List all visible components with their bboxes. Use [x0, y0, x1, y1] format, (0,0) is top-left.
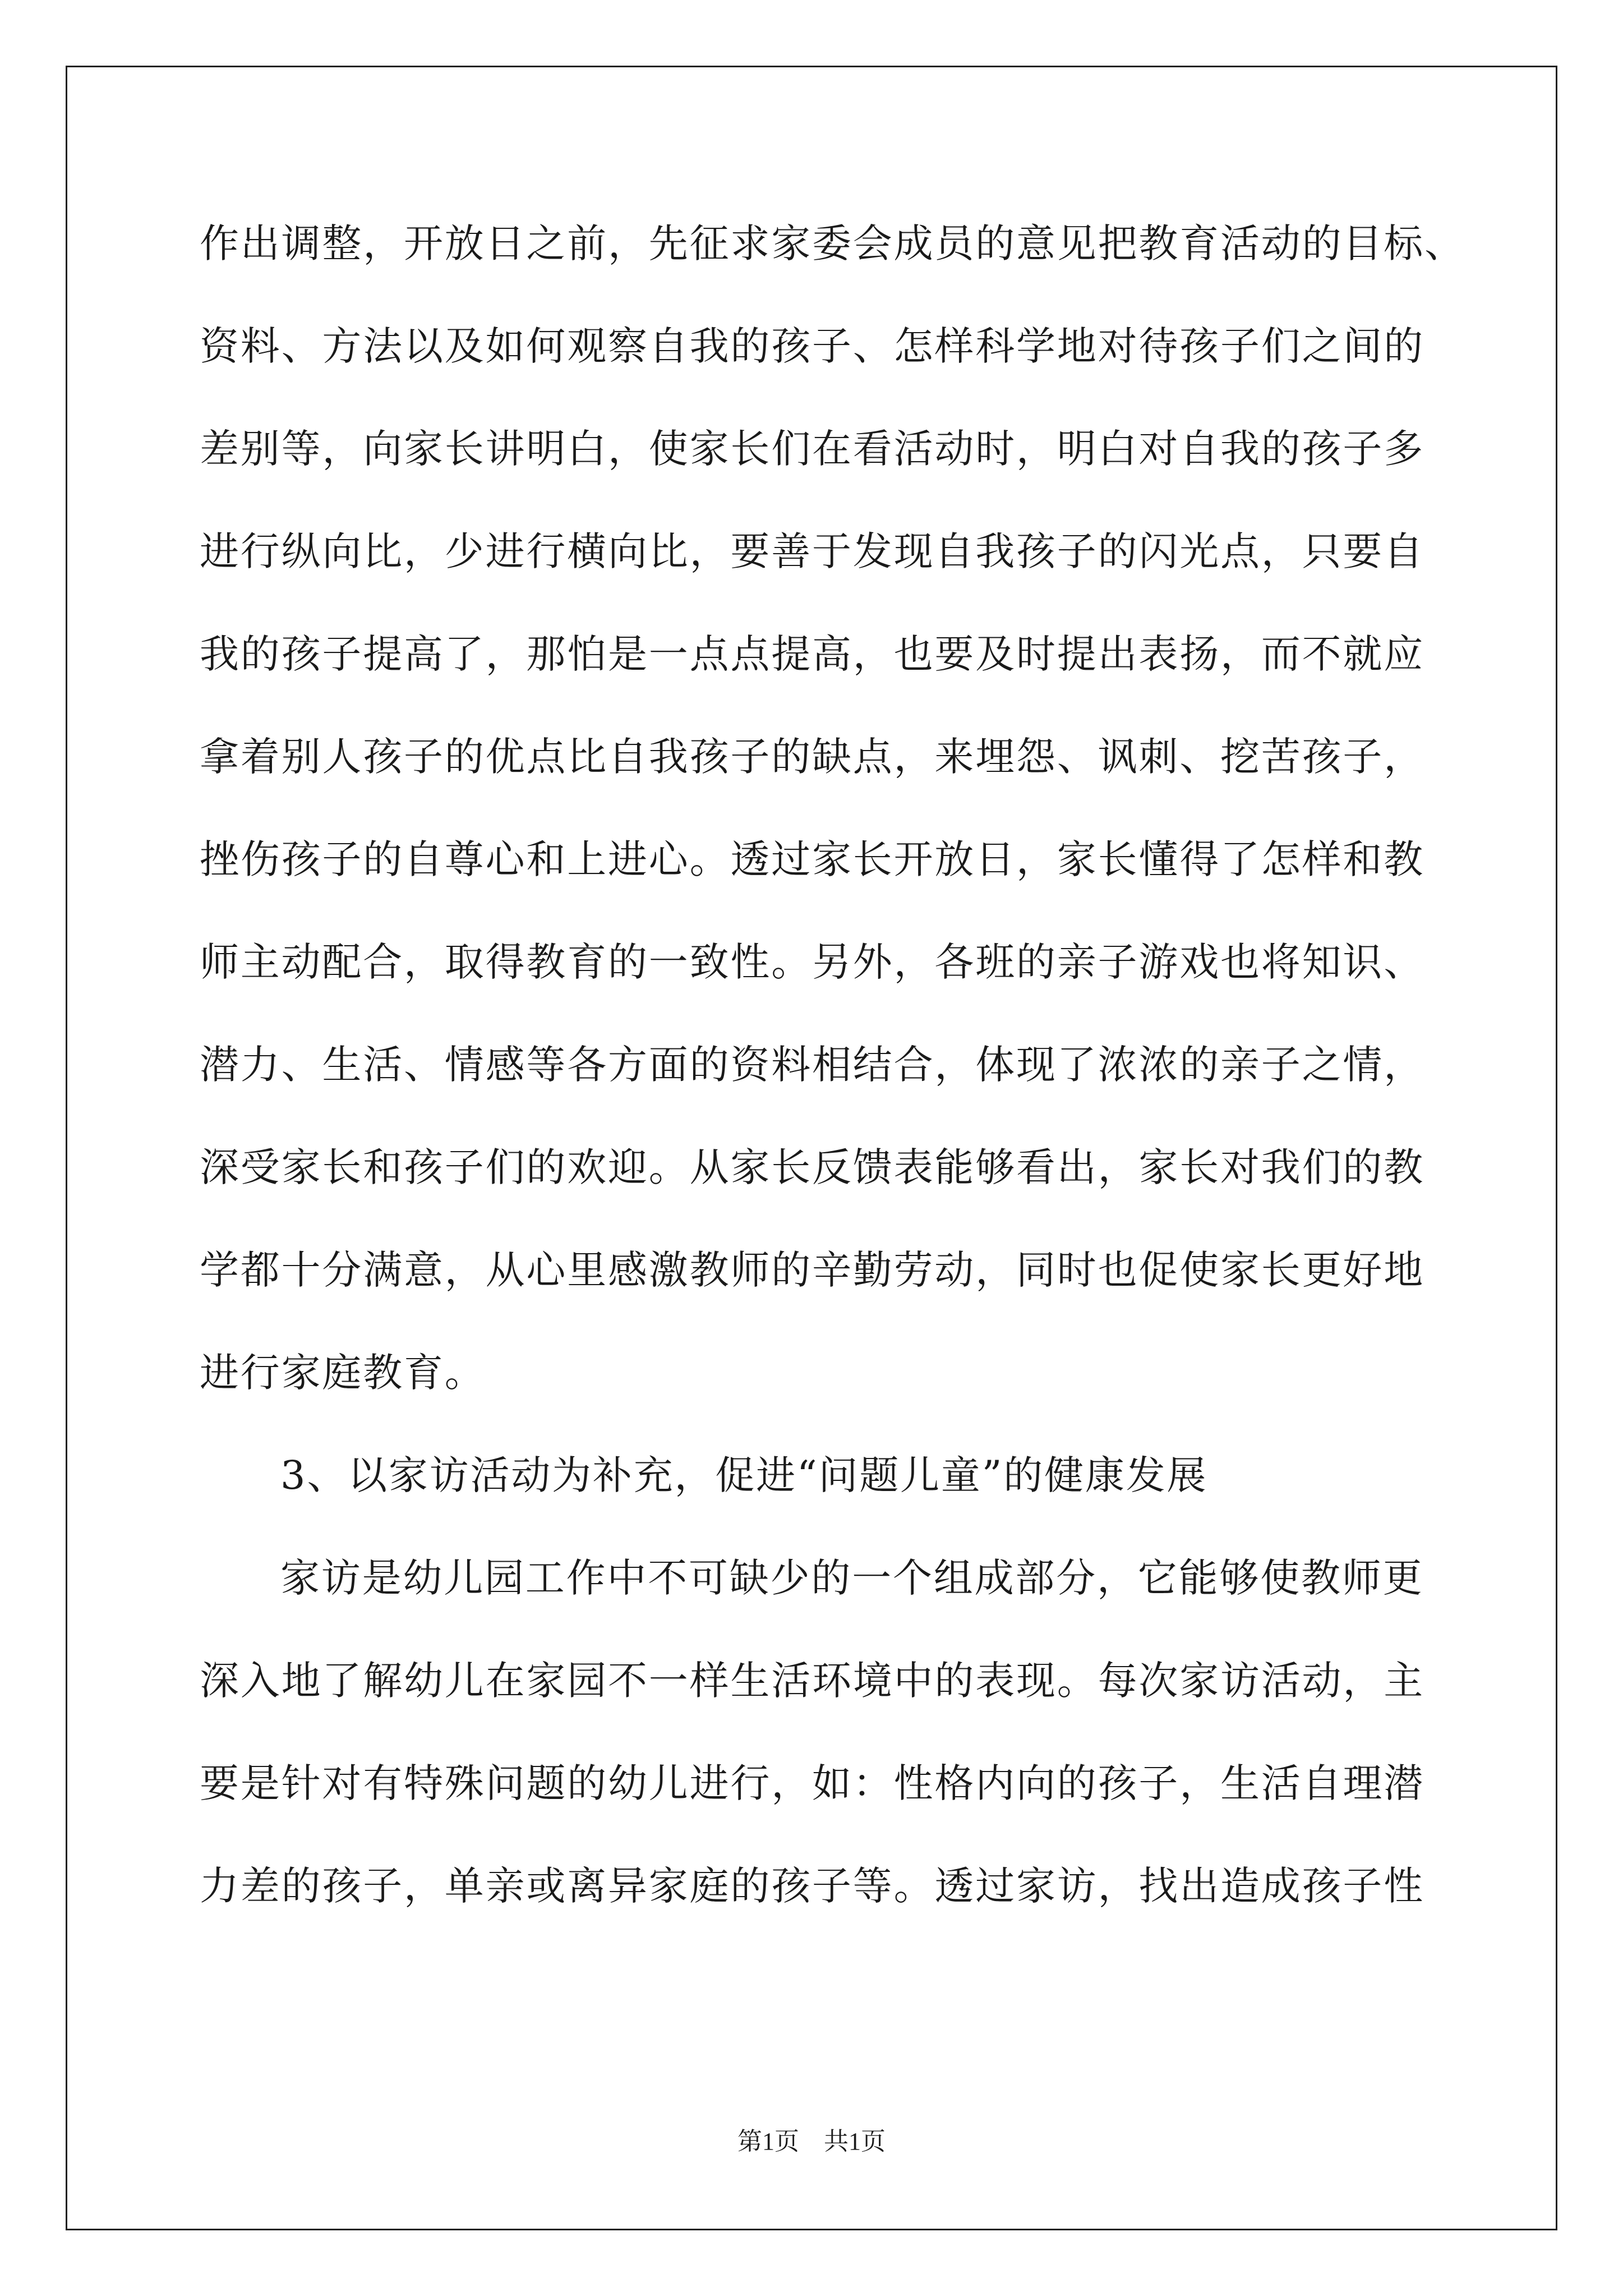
text-line: 学都十分满意，从心里感激教师的辛勤劳动，同时也促使家长更好地 — [200, 1247, 1424, 1293]
text-line: 进行家庭教育。 — [200, 1350, 486, 1396]
text-line: 力差的孩子，单亲或离异家庭的孩子等。透过家访，找出造成孩子性 — [200, 1863, 1424, 1909]
text-line: 潜力、生活、情感等各方面的资料相结合，体现了浓浓的亲子之情， — [200, 1042, 1424, 1088]
text-line: 家访是幼儿园工作中不可缺少的一个组成部分，它能够使教师更 — [280, 1555, 1424, 1601]
text-line: 差别等，向家长讲明白，使家长们在看活动时，明白对自我的孩子多 — [200, 426, 1424, 472]
page-number-footer: 第1页 共1页 — [737, 2128, 886, 2155]
text-line: 作出调整，开放日之前，先征求家委会成员的意见把教育活动的目标、 — [200, 220, 1465, 266]
text-line: 拿着别人孩子的优点比自我孩子的缺点，来埋怨、讽刺、挖苦孩子， — [200, 734, 1424, 780]
section-heading: 3、以家访活动为补充，促进“问题儿童”的健康发展 — [280, 1452, 1208, 1498]
text-line: 要是针对有特殊问题的幼儿进行，如：性格内向的孩子，生活自理潜 — [200, 1760, 1424, 1806]
text-line: 挫伤孩子的自尊心和上进心。透过家长开放日，家长懂得了怎样和教 — [200, 836, 1424, 882]
text-line: 进行纵向比，少进行横向比，要善于发现自我孩子的闪光点，只要自 — [200, 528, 1424, 574]
text-line: 师主动配合，取得教育的一致性。另外，各班的亲子游戏也将知识、 — [200, 939, 1424, 985]
text-line: 资料、方法以及如何观察自我的孩子、怎样科学地对待孩子们之间的 — [200, 323, 1424, 369]
text-line: 深受家长和孩子们的欢迎。从家长反馈表能够看出，家长对我们的教 — [200, 1144, 1424, 1190]
text-line: 深入地了解幼儿在家园不一样生活环境中的表现。每次家访活动，主 — [200, 1658, 1424, 1704]
text-line: 我的孩子提高了，那怕是一点点提高，也要及时提出表扬，而不就应 — [200, 631, 1424, 677]
